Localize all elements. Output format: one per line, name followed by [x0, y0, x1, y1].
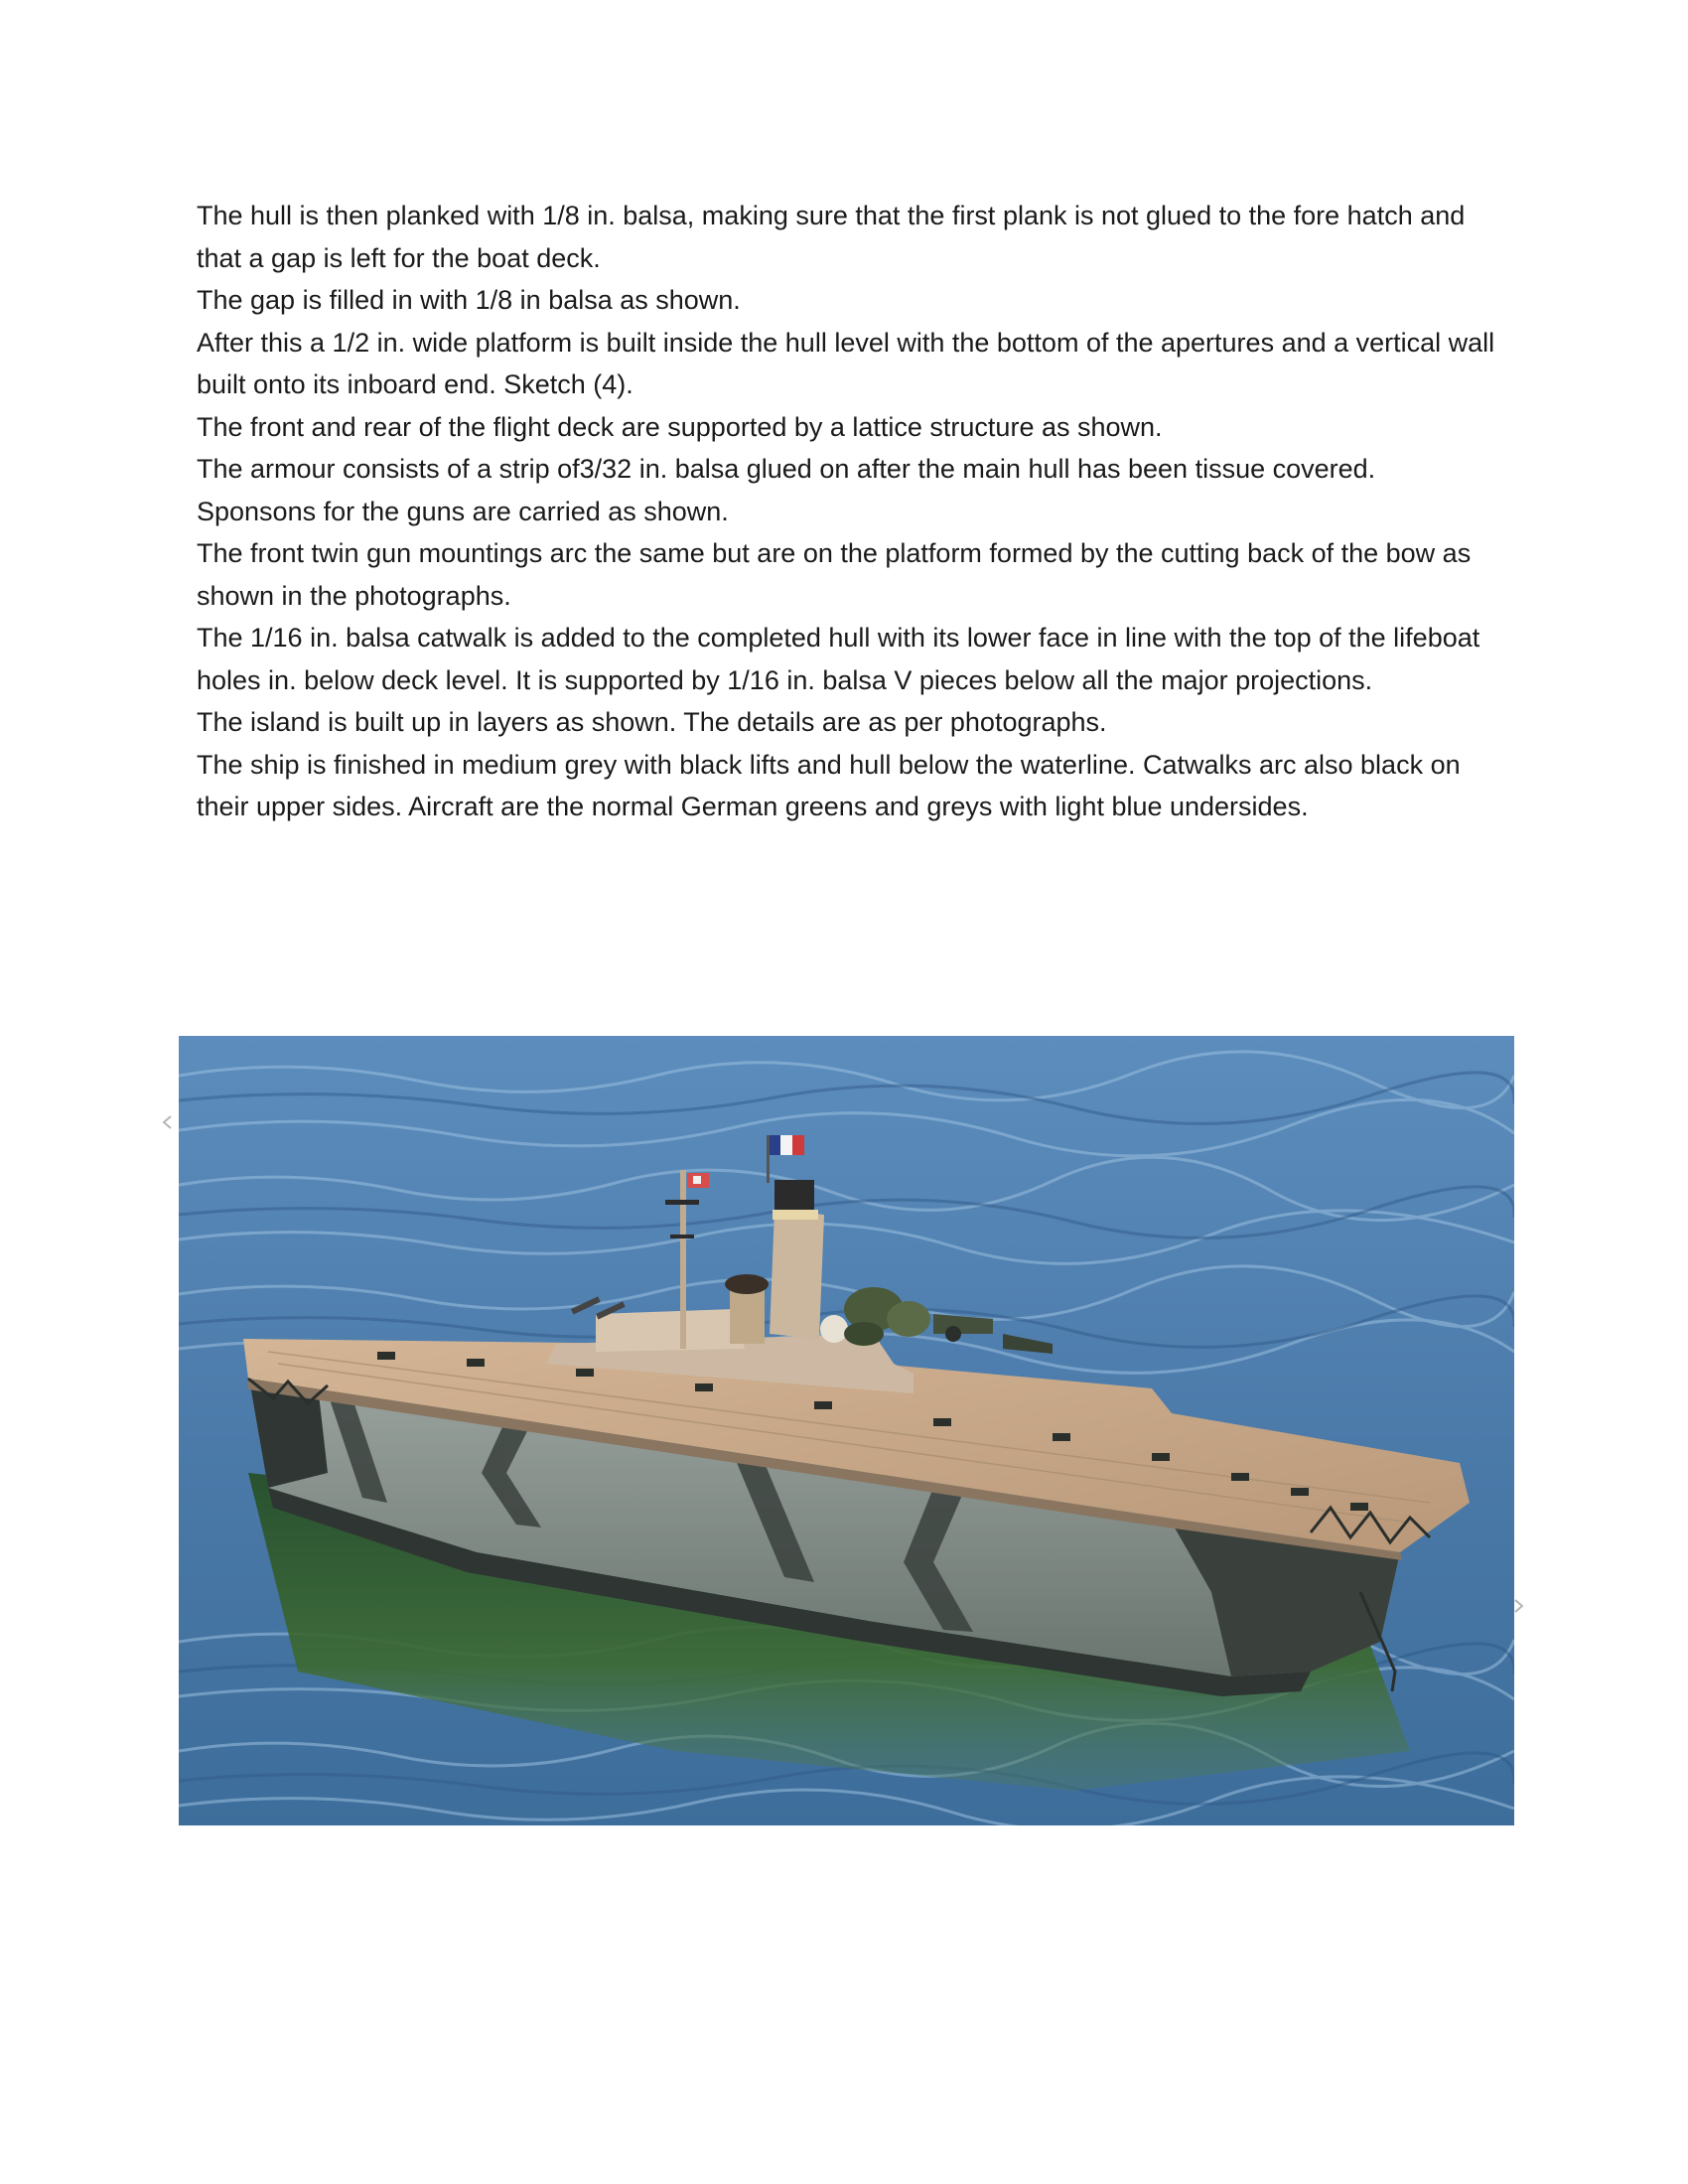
paragraph: The armour consists of a strip of3/32 in. balsa glued on after the main hull has been tissue covered.	[197, 454, 1376, 484]
mast	[680, 1170, 686, 1349]
body-text	[197, 195, 1497, 828]
funnel	[770, 1210, 824, 1339]
paragraph: The front and rear of the flight deck are supported by a lattice structure as shown.	[197, 411, 1163, 442]
paragraph: After this a 1/2 in. wide platform is built inside the hull level with the bottom of the apertures and a vertical wall built onto its inboard end. Sketch (4).	[197, 327, 1495, 399]
paragraph: The gap is filled in with 1/8 in balsa as shown.	[197, 285, 741, 315]
model-ship-photo	[179, 1036, 1514, 1825]
paragraph: The 1/16 in. balsa catwalk is added to the completed hull with its lower face in line with the top of the lifeboat holes in. below deck level. It is supported by 1/16 in. balsa V pieces below all the major projections.	[197, 623, 1480, 695]
paragraph: The island is built up in layers as shown. The details are as per photographs.	[197, 707, 1107, 737]
paragraph: The front twin gun mountings arc the same but are on the platform formed by the cutting back of the bow as shown in the photographs.	[197, 538, 1472, 611]
paragraph: The ship is finished in medium grey with black lifts and hull below the waterline. Catwalks arc also black on their upper sides. Aircraft are the normal German greens and greys with light blue undersides.	[197, 749, 1461, 821]
paragraph: Sponsons for the guns are carried as shown.	[197, 496, 729, 526]
scan-mark-left	[162, 1115, 172, 1129]
paragraph: The hull is then planked with 1/8 in. balsa, making sure that the first plank is not glued to the fore hatch and that a gap is left for the boat deck.	[197, 201, 1466, 273]
scan-mark-right	[1514, 1599, 1524, 1613]
